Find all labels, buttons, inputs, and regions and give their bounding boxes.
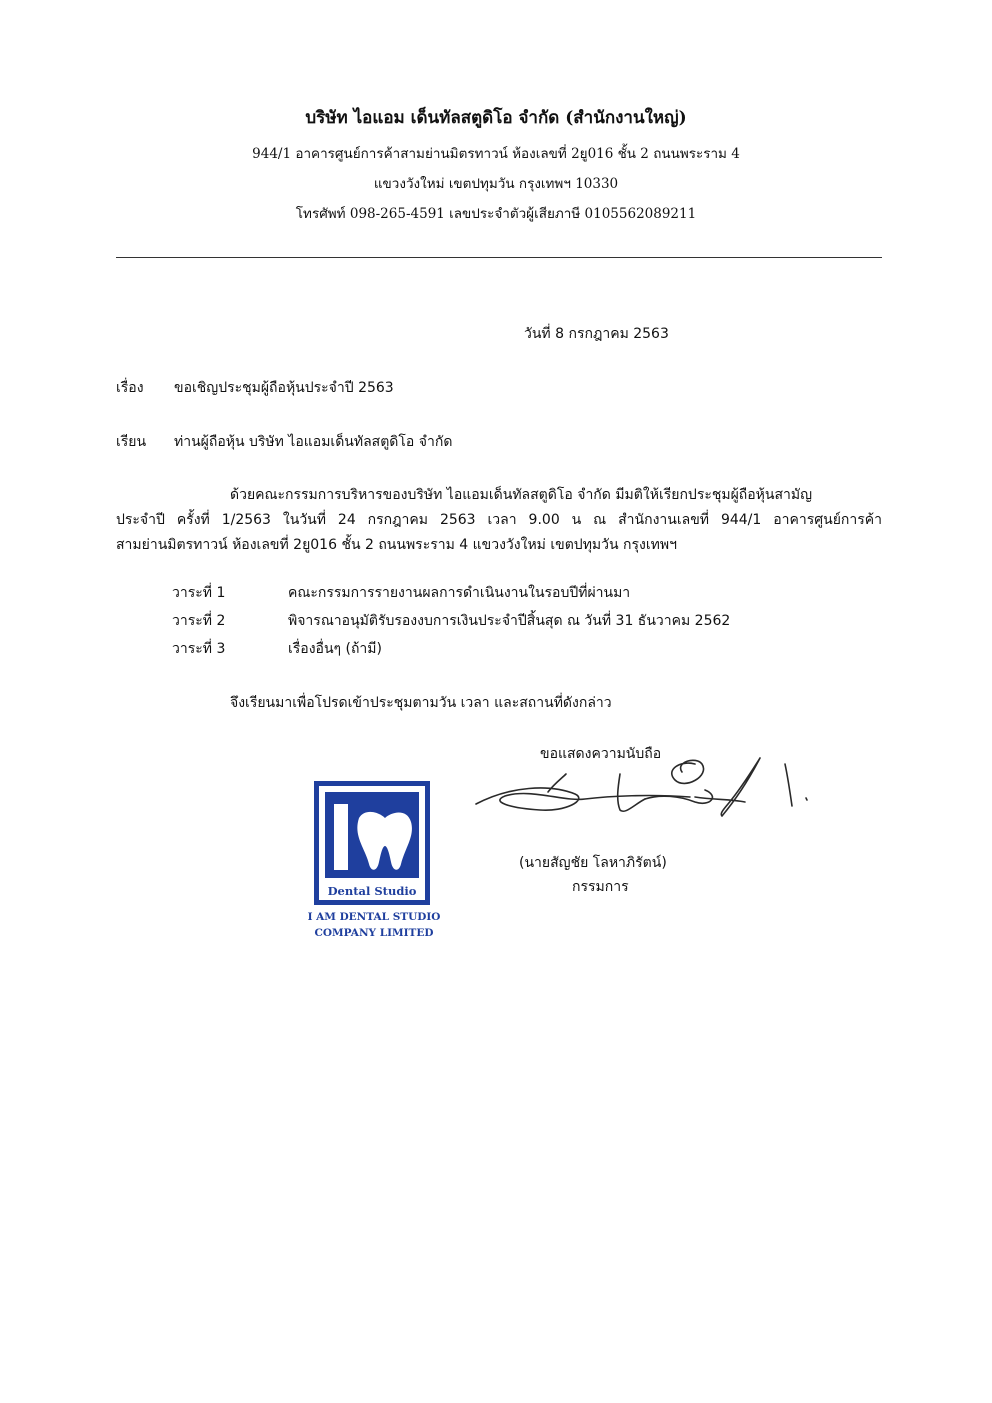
stamp-caption-line-1: I AM DENTAL STUDIO bbox=[307, 911, 441, 923]
header-divider bbox=[116, 257, 882, 258]
recipient-text: ท่านผู้ถือหุ้น บริษัท ไอแอมเด็นทัลสตูดิโอ จำกัด bbox=[174, 434, 453, 450]
subject-text: ขอเชิญประชุมผู้ถือหุ้นประจำปี 2563 bbox=[174, 380, 394, 396]
body-line-2: ประจำปี ครั้งที่ 1/2563 ในวันที่ 24 กรกฎาคม 2563 เวลา 9.00 น ณ สำนักงานเลขที่ 944/1 อาคารศูนย์การค้า bbox=[116, 512, 882, 528]
agenda-number: วาระที่ 2 bbox=[172, 613, 226, 629]
company-stamp bbox=[314, 781, 430, 905]
address-line-2: แขวงวังใหม่ เขตปทุมวัน กรุงเทพฯ 10330 bbox=[373, 176, 619, 192]
signature bbox=[470, 752, 815, 827]
company-name: บริษัท ไอแอม เด็นทัลสตูดิโอ จำกัด (สำนักงานใหญ่) bbox=[305, 108, 687, 128]
stamp-caption-line-2: COMPANY LIMITED bbox=[314, 927, 434, 939]
body-line-1: ด้วยคณะกรรมการบริหารของบริษัท ไอแอมเด็นทัลสตูดิโอ จำกัด มีมติให้เรียกประชุมผู้ถือหุ้นสามัญ bbox=[230, 487, 813, 503]
stamp-label: Dental Studio bbox=[327, 884, 417, 898]
agenda-text: คณะกรรมการรายงานผลการดำเนินงานในรอบปีที่ผ่านมา bbox=[288, 585, 631, 601]
stamp-logo bbox=[325, 792, 419, 878]
agenda-text: พิจารณาอนุมัติรับรองงบการเงินประจำปีสิ้นสุด ณ วันที่ 31 ธันวาคม 2562 bbox=[288, 613, 731, 629]
closing-text: จึงเรียนมาเพื่อโปรดเข้าประชุมตามวัน เวลา และสถานที่ดังกล่าว bbox=[230, 695, 612, 711]
tooth-icon bbox=[325, 792, 419, 878]
recipient-label: เรียน bbox=[116, 434, 147, 450]
letter-date: วันที่ 8 กรกฎาคม 2563 bbox=[524, 326, 669, 342]
signer-title: กรรมการ bbox=[572, 879, 629, 895]
contact-line: โทรศัพท์ 098-265-4591 เลขประจำตัวผู้เสียภาษี 0105562089211 bbox=[295, 206, 697, 222]
signoff-text: ขอแสดงความนับถือ bbox=[540, 746, 662, 762]
agenda-number: วาระที่ 3 bbox=[172, 641, 226, 657]
address-line-1: 944/1 อาคารศูนย์การค้าสามย่านมิตรทาวน์ ห้องเลขที่ 2ยู016 ชั้น 2 ถนนพระราม 4 bbox=[252, 146, 740, 162]
agenda-text: เรื่องอื่นๆ (ถ้ามี) bbox=[288, 641, 382, 657]
agenda-number: วาระที่ 1 bbox=[172, 585, 226, 601]
signer-name: (นายสัญชัย โลหาภิรัตน์) bbox=[519, 855, 667, 871]
subject-label: เรื่อง bbox=[116, 380, 144, 396]
body-line-3: สามย่านมิตรทาวน์ ห้องเลขที่ 2ยู016 ชั้น 2 ถนนพระราม 4 แขวงวังใหม่ เขตปทุมวัน กรุงเทพฯ bbox=[116, 537, 677, 553]
